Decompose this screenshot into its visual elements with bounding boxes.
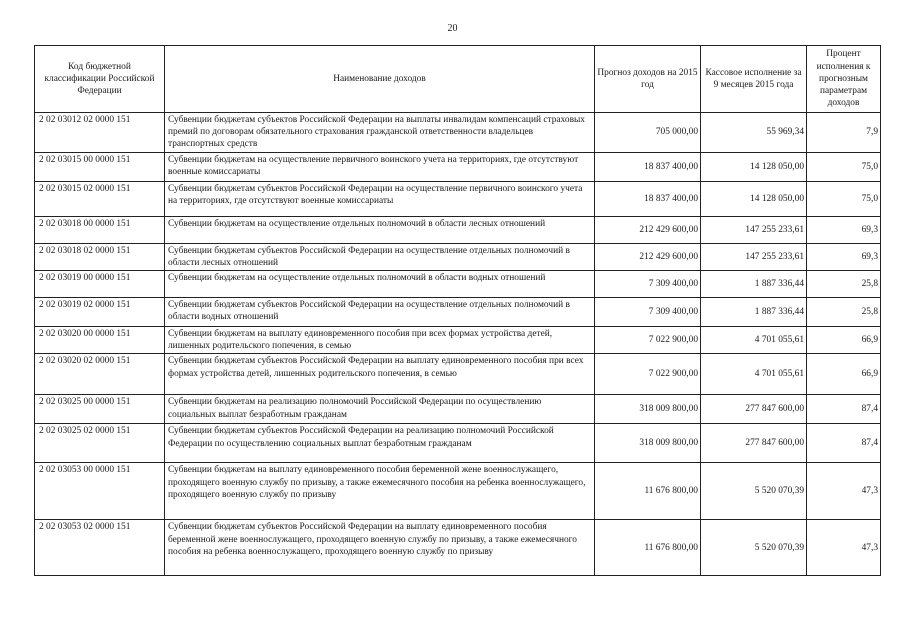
row-name: Субвенции бюджетам субъектов Российской Федерации на выплаты инвалидам компенсаций страховых премий по договорам обязательного страхования гражданской ответственности владельцев транспортных средств <box>165 113 595 153</box>
row-name: Субвенции бюджетам субъектов Российской Федерации на осуществление отдельных полномочий в области лесных отношений <box>165 243 595 270</box>
row-actual: 5 520 070,39 <box>701 463 807 520</box>
row-name: Субвенции бюджетам на осуществление отдельных полномочий в области водных отношений <box>165 271 595 298</box>
row-actual: 14 128 050,00 <box>701 181 807 216</box>
row-name: Субвенции бюджетам на осуществление отдельных полномочий в области лесных отношений <box>165 216 595 243</box>
row-forecast: 212 429 600,00 <box>595 216 701 243</box>
revenue-table <box>34 45 881 576</box>
row-code: 2 02 03053 00 0000 151 <box>35 463 165 520</box>
table-row <box>35 271 881 298</box>
row-name: Субвенции бюджетам субъектов Российской Федерации на реализацию полномочий Российской Федерации по осуществлению социальных выплат безработным гражданам <box>165 424 595 463</box>
table-body <box>35 113 881 576</box>
row-percent: 66,9 <box>807 354 881 395</box>
row-actual: 147 255 233,61 <box>701 243 807 270</box>
row-forecast: 18 837 400,00 <box>595 181 701 216</box>
row-name: Субвенции бюджетам субъектов Российской Федерации на выплату единовременного пособия при всех формах устройства детей, лишенных родительского попечения, в семью <box>165 354 595 395</box>
row-percent: 25,8 <box>807 298 881 327</box>
row-code: 2 02 03018 00 0000 151 <box>35 216 165 243</box>
header-forecast: Прогноз доходов на 2015 год <box>595 46 701 113</box>
table-row <box>35 216 881 243</box>
row-percent: 66,9 <box>807 327 881 354</box>
row-actual: 1 887 336,44 <box>701 271 807 298</box>
row-forecast: 318 009 800,00 <box>595 395 701 424</box>
row-forecast: 7 309 400,00 <box>595 298 701 327</box>
page-number: 20 <box>447 23 458 34</box>
row-actual: 5 520 070,39 <box>701 520 807 576</box>
row-percent: 87,4 <box>807 395 881 424</box>
row-percent: 7,9 <box>807 113 881 153</box>
row-percent: 25,8 <box>807 271 881 298</box>
row-code: 2 02 03019 00 0000 151 <box>35 271 165 298</box>
row-forecast: 11 676 800,00 <box>595 463 701 520</box>
row-name: Субвенции бюджетам на реализацию полномочий Российской Федерации по осуществлению социальных выплат безработным гражданам <box>165 395 595 424</box>
row-actual: 55 969,34 <box>701 113 807 153</box>
row-percent: 69,3 <box>807 243 881 270</box>
table-row <box>35 424 881 463</box>
table-row <box>35 327 881 354</box>
row-code: 2 02 03025 02 0000 151 <box>35 424 165 463</box>
header-code: Код бюджетной классификации Российской Федерации <box>35 46 165 113</box>
row-actual: 1 887 336,44 <box>701 298 807 327</box>
header-actual: Кассовое исполнение за 9 месяцев 2015 года <box>701 46 807 113</box>
row-name: Субвенции бюджетам на выплату единовременного пособия при всех формах устройства детей, лишенных родительского попечения, в семью <box>165 327 595 354</box>
table-row <box>35 181 881 216</box>
row-code: 2 02 03020 02 0000 151 <box>35 354 165 395</box>
row-forecast: 318 009 800,00 <box>595 424 701 463</box>
row-forecast: 212 429 600,00 <box>595 243 701 270</box>
row-name: Субвенции бюджетам субъектов Российской Федерации на выплату единовременного пособия беременной жене военнослужащего, проходящего военную службу по призыву, а также ежемесячного пособия на ребенка военнослужащего, проходящего военную службу по призыву <box>165 520 595 576</box>
row-name: Субвенции бюджетам на выплату единовременного пособия беременной жене военнослужащего, проходящего военную службу по призыву, а также ежемесячного пособия на ребенка военнослужащего, проходящего военную службу по призыву <box>165 463 595 520</box>
row-actual: 147 255 233,61 <box>701 216 807 243</box>
row-percent: 75,0 <box>807 181 881 216</box>
row-forecast: 7 022 900,00 <box>595 327 701 354</box>
row-name: Субвенции бюджетам субъектов Российской Федерации на осуществление отдельных полномочий в области водных отношений <box>165 298 595 327</box>
table-row <box>35 113 881 153</box>
row-actual: 14 128 050,00 <box>701 152 807 181</box>
row-code: 2 02 03015 02 0000 151 <box>35 181 165 216</box>
row-forecast: 705 000,00 <box>595 113 701 153</box>
row-percent: 47,3 <box>807 463 881 520</box>
row-percent: 75,0 <box>807 152 881 181</box>
table-row <box>35 395 881 424</box>
header-percent: Процент исполнения к прогнозным параметрам доходов <box>807 46 881 113</box>
table-row <box>35 520 881 576</box>
row-percent: 69,3 <box>807 216 881 243</box>
row-code: 2 02 03020 00 0000 151 <box>35 327 165 354</box>
row-percent: 87,4 <box>807 424 881 463</box>
table-row <box>35 463 881 520</box>
row-actual: 4 701 055,61 <box>701 354 807 395</box>
row-code: 2 02 03012 02 0000 151 <box>35 113 165 153</box>
table-header-row <box>35 46 881 113</box>
row-forecast: 7 022 900,00 <box>595 354 701 395</box>
row-actual: 4 701 055,61 <box>701 327 807 354</box>
row-name: Субвенции бюджетам субъектов Российской Федерации на осуществление первичного воинского учета на территориях, где отсутствуют военные комиссариаты <box>165 181 595 216</box>
row-forecast: 11 676 800,00 <box>595 520 701 576</box>
header-name: Наименование доходов <box>165 46 595 113</box>
row-actual: 277 847 600,00 <box>701 424 807 463</box>
row-code: 2 02 03019 02 0000 151 <box>35 298 165 327</box>
row-code: 2 02 03015 00 0000 151 <box>35 152 165 181</box>
row-forecast: 18 837 400,00 <box>595 152 701 181</box>
row-percent: 47,3 <box>807 520 881 576</box>
row-forecast: 7 309 400,00 <box>595 271 701 298</box>
row-actual: 277 847 600,00 <box>701 395 807 424</box>
row-name: Субвенции бюджетам на осуществление первичного воинского учета на территориях, где отсутствуют военные комиссариаты <box>165 152 595 181</box>
table-row <box>35 243 881 270</box>
row-code: 2 02 03018 02 0000 151 <box>35 243 165 270</box>
row-code: 2 02 03053 02 0000 151 <box>35 520 165 576</box>
table-row <box>35 298 881 327</box>
table-row <box>35 152 881 181</box>
table-row <box>35 354 881 395</box>
row-code: 2 02 03025 00 0000 151 <box>35 395 165 424</box>
